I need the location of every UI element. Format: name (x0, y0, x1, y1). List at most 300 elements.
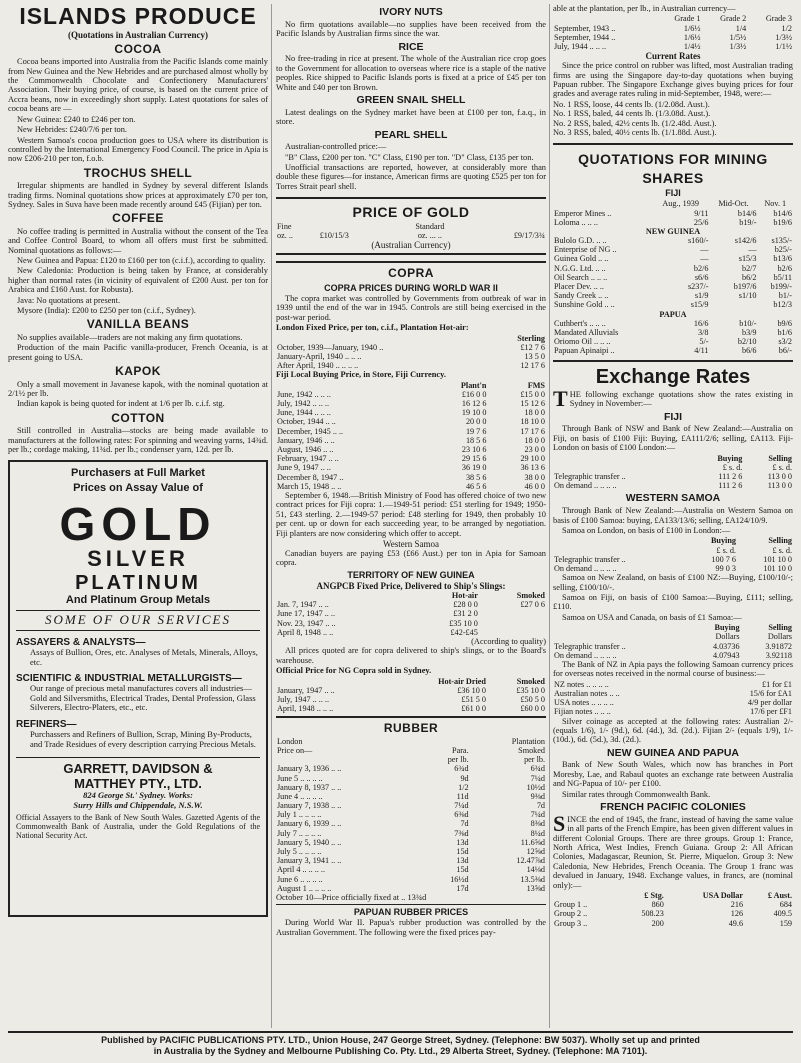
rubber-row-label: April 4 .. .. .. .. (277, 865, 325, 875)
mining-ng-row (553, 300, 793, 309)
tng-row (276, 619, 546, 628)
fiji-row-label: June, 1942 .. .. .. (277, 389, 331, 399)
rubber-row-label: June 6 .. .. .. .. (277, 874, 323, 884)
exch-notes-row-v: 4/9 per dollar (747, 698, 792, 708)
tng-row-label: Nov. 23, 1947 .. .. (277, 618, 336, 628)
exch-fiji-row (553, 472, 793, 481)
column-divider-2 (549, 4, 550, 1028)
london-row-label: October, 1939—January, 1940 .. (277, 342, 384, 352)
mining-ng-row-c: b5/11 (773, 272, 792, 282)
fiji-row-b: 36 13 6 (520, 463, 545, 473)
rubber-row-a: 7d (460, 819, 469, 829)
mining-ng-row-c: b13/6 (773, 254, 792, 264)
fiji-row-label: December, 1945 .. .. (277, 426, 344, 436)
franc-group-row-b: 216 (730, 900, 744, 910)
mining-papua-row-b: b10/- (739, 318, 757, 328)
exch-ws-row-b: 101 10 0 (763, 563, 792, 573)
fiji-row-label: February, 1947 .. .. (277, 454, 339, 464)
exch-ngp-p2: Similar rates through Commonwealth Bank. (562, 789, 711, 799)
copra-fiji-col1: Plant'n (460, 380, 487, 390)
exch-ws-row (553, 564, 793, 573)
kapok-p1: Only a small movement in Javanese kapok, with the nominal quotation at 2/1½ per lb. (8, 379, 268, 398)
ad-firm-2: MATTHEY PTY., LTD. (74, 775, 202, 791)
fiji-row-label: June, 1944 .. .. .. (277, 408, 331, 418)
exch-fiji-row-label: Telegraphic transfer .. (554, 472, 626, 482)
mining-ng-row (553, 264, 793, 273)
official-row-a: £61 0 0 (461, 704, 486, 714)
rubber-row-a: 15d (456, 847, 469, 857)
franc-group-row-b: 126 (730, 909, 744, 919)
cotton-heading: COTTON (111, 410, 165, 425)
fiji-row-a: 16 12 6 (461, 399, 487, 409)
rss-item: No. 1 RSS, loose, 44 cents lb. (1/2.08d. Aust.). (553, 99, 710, 109)
rubber-h-london: London (277, 736, 303, 746)
grade-row-c: 1/1½ (775, 41, 792, 51)
green-snail-p1: Latest dealings on the Sydney market have been at £100 per ton, f.a.q., in store. (276, 107, 546, 127)
coffee-p1: No coffee trading is permitted in Australia without the consent of the Tea and Coffee Control Board, to whom all offers must first be submitted. Nominal quotations as follows:— (8, 226, 268, 255)
mining-papua-row (553, 337, 793, 346)
london-row-v: 12 17 6 (520, 361, 545, 371)
mining-section (553, 143, 793, 355)
exch-usd-row-a: 4.03736 (712, 641, 740, 651)
exch-notes-row (553, 680, 793, 689)
copra-sm-label: Smoked (516, 591, 545, 601)
mining-heading-1: QUOTATIONS FOR MINING (578, 151, 768, 168)
fiji-row-label: January, 1946 .. .. (277, 435, 335, 445)
exchange-dropcap: T (553, 385, 568, 411)
tng-row-b (479, 619, 546, 628)
rubber-table (276, 737, 546, 893)
rubber-row-a: 9d (460, 773, 469, 783)
exch-ws-row (553, 555, 793, 564)
grade-row-c: 1/3½ (775, 32, 792, 42)
mining-papua-row-c: b6/- (778, 346, 792, 356)
mining-ng-row (553, 291, 793, 300)
copra-official-head: Official Price for NG Copra sold in Sydney. (276, 666, 432, 676)
exch-ws-row-b: 101 10 0 (763, 554, 792, 564)
official-row-b: £50 5 0 (520, 694, 545, 704)
mining-ng-row-c: b199/- (770, 282, 792, 292)
rubber-row (276, 856, 546, 865)
london-row-label: January-April, 1940 .. .. .. (277, 351, 362, 361)
exch-ws-buying: Buying (710, 536, 736, 546)
rubber-row-a: 11d (456, 791, 469, 801)
fpc-dropcap: S (553, 810, 566, 836)
fiji-row-b: 15 12 6 (520, 399, 545, 409)
rubber-row (276, 838, 546, 847)
mining-heading-2: SHARES (642, 169, 704, 186)
rubber-row-label: August 1 .. .. .. .. (277, 883, 332, 893)
rubber-row-a: 15d (456, 865, 469, 875)
mining-papua-row (553, 346, 793, 355)
mining-fiji-row-b: b19/- (739, 217, 757, 227)
tng-row-label: June 17, 1947 .. .. (277, 609, 335, 619)
franc-group-row-c: 684 (779, 900, 792, 910)
exch-ws-p2: Samoa on London, on basis of £100 in London:— (562, 526, 731, 536)
mining-papua-row-b: b2/10 (737, 337, 757, 347)
gold-advertisement (8, 460, 268, 917)
tng-row-label: Jan. 7, 1947 .. .. (277, 600, 329, 610)
cocoa-p2: New Guinea: £240 to £246 per ton. (17, 114, 136, 124)
exch-ws-table (553, 536, 793, 573)
rubber-row (276, 792, 546, 801)
mining-ng-row-a: s160/- (688, 236, 709, 246)
vanilla-heading: VANILLA BEANS (86, 317, 190, 332)
exch-franc-table (553, 891, 793, 928)
ad-silver: SILVER (87, 546, 189, 572)
column-1 (8, 4, 268, 917)
rubber-row-b: 6¾d (530, 764, 545, 774)
exch-fiji-row-label: On demand .. .. .. .. (554, 481, 617, 491)
mining-ng-row-b: b197/6 (733, 282, 757, 292)
coffee-p5: Mysore (India): £200 to £250 per ton (c.i.f., Sydney). (17, 306, 196, 316)
fiji-row-a: 36 19 0 (461, 463, 487, 473)
fiji-row (276, 417, 546, 426)
coffee-heading: COFFEE (112, 211, 164, 226)
franc-group-row-label: Group 1 .. (554, 900, 588, 910)
rubber-row (276, 847, 546, 856)
mining-papua-row (553, 319, 793, 328)
exch-ws-row-a: 100 7 6 (711, 554, 736, 564)
copra-p1: The copra market was controlled by Governments from outbreak of war in 1939 until the end of the war in 1945. Controls are still being exercised in the post-war period. (276, 293, 546, 322)
fiji-row-a: 46 5 6 (465, 481, 487, 491)
fiji-row (276, 436, 546, 445)
ad-ref-head: REFINERS— (16, 718, 77, 730)
gold-standard-value: £9/17/3¾ (513, 231, 545, 241)
page-subtitle: (Quotations in Australian Currency) (67, 29, 209, 40)
grade-row-b: 1/4 (735, 23, 747, 33)
mining-fiji-row-a: 9/11 (694, 208, 709, 218)
rss-item: No. 1 RSS, baled, 44 cents lb. (1/3.08d. Aust.). (553, 109, 711, 119)
fiji-row-b: 38 0 0 (524, 472, 545, 482)
franc-group-row-label: Group 3 .. (554, 918, 588, 928)
exch-usd-dollars-2: Dollars (767, 632, 792, 642)
mining-ng-row-a: b2/6 (693, 263, 709, 273)
copra-ws-head: Western Samoa (382, 538, 439, 549)
mining-fiji-row-label: Loloma .. .. .. (554, 217, 598, 227)
fiji-row (276, 427, 546, 436)
mining-ng-row-label: Bulolo G.D. .. .. (554, 236, 607, 246)
copra-fiji-table (276, 381, 546, 491)
official-row-a: £51 5 0 (461, 694, 486, 704)
franc-group-row (553, 919, 793, 928)
exch-notes-row-v: 17/6 per £F1 (750, 707, 792, 717)
exch-usd-dollars-1: Dollars (715, 632, 740, 642)
rubber-row-label: July 7 .. .. .. .. (277, 828, 322, 838)
exch-ws-p5: Samoa on USA and Canada, on basis of £1 Samoa:— (562, 612, 742, 622)
tng-row-a: £35 10 0 (449, 618, 478, 628)
copra-p3: Canadian buyers are paying £53 (£66 Aust.) per ton in Apia for Samoan copra. (276, 549, 546, 568)
mining-ng-row-label: Enterprise of NG .. (554, 245, 617, 255)
fiji-row-label: June 9, 1947 .. .. (277, 463, 331, 473)
exch-ws-p1: Through Bank of New Zealand:—Australia on Western Samoa on basis of £100 Samoa: buying, £A133/13/6; selling, £A124/10/9. (553, 506, 793, 525)
trochus-p1: Irregular shipments are handled in Sydney by several different Islands trading firms. Nominal quotations show prices at approximately £70 per ton, Sydney. Sales in Suva have been made recently around £45 (Fijian) per ton. (8, 181, 268, 209)
fiji-row-label: August, 1946 .. .. (277, 445, 334, 455)
mining-papua-row-c: b9/6 (777, 318, 792, 328)
copra-ha-label: Hot-air (451, 591, 478, 601)
rubber-row-b: 7¼d (530, 810, 545, 820)
mining-ng-row-label: Guinea Gold .. .. (554, 254, 609, 264)
current-rates-p1: Since the price control on rubber was lifted, most Australian trading firms are using the Singapore day-to-day quotations when buying Papuan rubber. The Singapore Exchange gives buying prices for four grades and average rates ruling in mid-September, 1948, were:— (553, 61, 793, 99)
mining-ng-row-a: s237/- (688, 282, 709, 292)
official-row-label: April, 1948 .. .. .. (277, 704, 334, 714)
exch-fiji-head: FIJI (663, 410, 683, 423)
tng-row-b: £27 0 6 (520, 600, 545, 610)
exch-fiji-row-b: 113 0 0 (767, 481, 792, 491)
ad-address-1: 824 George St.' Sydney. Works: (83, 790, 193, 801)
exch-fiji-selling: Selling (768, 453, 792, 463)
ad-fine-print: Official Assayers to the Bank of New South Wales. Gazetted Agents of the Commonwealth Bank of Australia, under the Gold Regulations of the National Security Act. (16, 813, 260, 841)
footer-line-2: in Australia by the Sydney and Melbourne Publishing Co. Pty. Ltd., 29 Alberta Street, Sydney. (Telephone: MA 7101). (153, 1046, 648, 1057)
rubber-row-a: 6¾d (454, 764, 469, 774)
exch-fpc-p1: INCE the end of 1945, the franc, instead of having the same value in all parts of the French Empire, has been given different values in different Colonial Groups. There are three groups. Group 1: France, North Africa, West Indies, French Guiana. Group 2: All African Colonies, Madagascar, Reunion, St. Pierre, Miquelon. Group 3: New Caledonia, New Hebrides, French Oceania. The Group 1 franc was devalued in January, 1948. Exchange values, in francs, are (nominal only):— (553, 814, 793, 890)
pearl-heading: PEARL SHELL (374, 128, 448, 141)
franc-group-row-c: 409.5 (773, 909, 792, 919)
fiji-row-b: 29 10 0 (520, 454, 545, 464)
rubber-row (276, 819, 546, 828)
coffee-p2: New Guinea and Papua: £120 to £160 per ton (c.i.f.), according to quality. (17, 256, 266, 266)
fiji-row-a: 20 0 0 (465, 417, 487, 427)
rubber-row (276, 810, 546, 819)
mining-ng-row-label: Sandy Creek .. .. (554, 291, 609, 301)
exch-ws-p7: Silver coinage as accepted at the following rates: Australian 2/- (equals 1/6), 1/- (9d.), 6d. (4d.), 3d. (2d.). Fijian 2/- (equals 1/9), 1/- (10d.), 6d. (5d.), 3d. (2d.). (553, 716, 793, 745)
mining-col-nov: Nov. 1 (764, 199, 787, 209)
rss-list (553, 100, 793, 138)
fiji-row (276, 463, 546, 472)
rubber-row-b: 8⅜d (530, 819, 545, 829)
cocoa-p1: Cocoa beans imported into Australia from the Pacific Islands come mainly from New Guinea and the New Hebrides and are purchased almost wholly by the Commonwealth Chocolate and Confectionery Manufacturers' Association. Their buying price, of course, is based on the current price of Accra beans, now in exceedingly short supply. Latest quotations for sales of cocoa beans are — (8, 57, 269, 114)
grade-row-label: July, 1944 .. .. .. (554, 41, 607, 51)
mining-papua-row-a: 5/- (699, 337, 709, 347)
exch-fiji-row (553, 481, 793, 490)
exch-fiji-lsd-2: £ s. d. (772, 462, 792, 472)
fiji-row-a: 18 5 6 (465, 435, 487, 445)
rice-p1: No free-trading in rice at present. The whole of the Australian rice crop goes to the Government for allocation to overseas where rice is a staple of the native peoples. Rice shipped to Pacific Islands ports is fixed at a price of £45 per ton White and £40 per ton Brown. (276, 54, 546, 92)
tng-row (276, 609, 546, 618)
copra-p2: September 6, 1948.—British Ministry of Food has offered choice of two new contract prices for Fiji copra: 1.—1949-51 period: £51 sterling for 1949; 1950-51, £43 sterling. 2.—1949-57 period: £48 sterling for 1949, then probably 10 per cent. up or down for each succeeding year, to be arranged by negotiation. Fiji planters are now considering which offer to accept. (276, 490, 546, 538)
mining-col-aug: Aug., 1939 (662, 199, 699, 209)
rubber-h-smoked: Smoked (518, 745, 545, 755)
footer-line-1: Published by PACIFIC PUBLICATIONS PTY. LTD., Union House, 247 George Street, Sydney. (Telephone: BW 5037). Wholly set up and printed (101, 1035, 700, 1045)
copra-sm2-label: Smoked (516, 676, 545, 686)
official-row-b: £35 10 0 (516, 685, 545, 695)
exch-ngp-p1: Bank of New South Wales, which now has branches in Port Moresby, Lae, and Rabaul quotes an exchange rate between Australia and NG-Papua of 10/- per £100. (553, 760, 793, 789)
rubber-h-para: Para. (452, 745, 469, 755)
pearl-p3: Unofficial transactions are reported, however, at considerably more than double these figures—for instance, American firms are quoting £525 per ton for Torres Strait pearl shell. (276, 163, 546, 191)
rubber-row (276, 829, 546, 838)
mining-ng-row-label: N.G.G. Ltd. .. .. (554, 263, 606, 273)
franc-group-row-a: 508.23 (641, 909, 664, 919)
mining-papua-row-label: Papuan Apinaipi .. (554, 346, 615, 356)
rubber-row-label: January 3, 1941 .. .. (277, 856, 342, 866)
mining-ng-row-c: b12/3 (773, 300, 792, 310)
rubber-row-label: January 7, 1938 .. .. (277, 801, 342, 811)
pearl-p2: "B" Class, £200 per ton. "C" Class, £190 per ton. "D" Class, £135 per ton. (285, 152, 534, 162)
exch-fpc-head: FRENCH PACIFIC COLONIES (600, 801, 746, 814)
rubber-row-a: 6⅜d (454, 810, 469, 820)
mining-fiji-row (553, 209, 793, 218)
london-row (276, 352, 546, 361)
fiji-row-label: July, 1942 .. .. .. (277, 399, 330, 409)
rubber-row-a: 13d (456, 856, 469, 866)
franc-col-usd: USA Dollar (702, 891, 744, 901)
rubber-continued: able at the plantation, per lb., in Australian currency— (553, 4, 736, 13)
exch-usd-buying: Buying (714, 623, 740, 633)
copra-p4: All prices quoted are for copra delivered to ship's slings, or to the Board's warehouse. (276, 646, 546, 665)
rubber-row-b: 7d (536, 801, 545, 811)
vanilla-p2: Production of the main Pacific vanilla-producer, French Oceania, is at present going to USA. (8, 343, 268, 362)
gold-currency-note: (Australian Currency) (371, 240, 451, 251)
ad-gold: GOLD (59, 498, 217, 551)
copra-angcpb-head: ANGPCB Fixed Price, Delivered to Ship's Slings: (316, 580, 506, 591)
grade-row (553, 33, 793, 42)
tng-row-b (479, 609, 546, 618)
mining-papua-row-b: b3/9 (741, 327, 757, 337)
rubber-row-label: January 3, 1936 .. .. (277, 764, 342, 774)
ad-pgm: And Platinum Group Metals (65, 594, 211, 607)
mining-ng-row-b: s142/6 (734, 236, 757, 246)
mining-fiji-row-label: Emperor Mines .. (554, 208, 612, 218)
mining-ng-row-label: Placer Dev. .. .. (554, 282, 604, 292)
exch-notes-row-label: Australian notes .. .. (554, 688, 620, 698)
copra-fiji-col2: FMS (527, 380, 545, 390)
exch-notes-row-label: Fijian notes .. .. .. (554, 707, 611, 717)
ad-address-2: Surry Hills and Chippendale, N.S.W. (73, 799, 203, 810)
grade-row-a: 1/4½ (683, 41, 701, 51)
tng-row-a: £42-£45 (450, 627, 478, 637)
copra-heading: COPRA (388, 266, 434, 281)
rubber-row-label: July 1 .. .. .. .. (277, 810, 322, 820)
exch-ws-p6: The Bank of NZ in Apia pays the following Samoan currency prices for overseas notes received in the normal course of business:— (553, 659, 793, 679)
column-3 (553, 4, 793, 928)
fiji-row-a: 19 10 0 (461, 408, 487, 418)
copra-subheading: COPRA PRICES DURING WORLD WAR II (324, 282, 498, 293)
mining-table (553, 199, 793, 355)
fiji-row-label: October, 1944 .. .. (277, 417, 336, 427)
copra-sterling-label: Sterling (517, 333, 545, 343)
rubber-row-label: June 4 .. .. .. .. (277, 791, 323, 801)
kapok-p2: Indian kapok is being quoted for indent at 1/6 per lb. c.i.f. stg. (17, 399, 225, 409)
mining-ng-row-b: b2/7 (741, 263, 757, 273)
exch-usd-selling: Selling (768, 623, 792, 633)
mining-ng-row-b: b6/2 (741, 272, 757, 282)
exch-notes-row-label: NZ notes .. .. .. .. (554, 679, 609, 689)
fiji-row-b: 18 0 0 (524, 435, 545, 445)
fiji-row (276, 473, 546, 482)
london-row-v: 13 5 0 (524, 351, 545, 361)
fiji-row-a: 29 15 6 (461, 454, 487, 464)
franc-col-aust: £ Aust. (767, 891, 792, 901)
mining-papua-row-label: Cuthbert's .. .. .. (554, 318, 606, 328)
ad-sci-head: SCIENTIFIC & INDUSTRIAL METALLURGISTS— (16, 673, 242, 685)
rubber-row-b: 12.47⅞d (516, 856, 545, 866)
rubber-row-b: 8¼d (530, 828, 545, 838)
rubber-row (276, 783, 546, 792)
rubber-h-perlb1: per lb. (447, 755, 469, 765)
fiji-row-a: 38 5 6 (465, 472, 487, 482)
coffee-p4: Java: No quotations at present. (17, 295, 121, 305)
grade-row-c: 1/2 (781, 23, 792, 33)
exch-ws-p4: Samoa on Fiji, on basis of £100 Samoa:—Buying, £111; selling, £110. (553, 592, 793, 612)
exch-notes-row-label: USA notes .. .. .. .. (554, 698, 614, 708)
exch-ws-head: WESTERN SAMOA (625, 492, 721, 505)
mining-fiji-row-a: 25/6 (693, 217, 709, 227)
ad-sci-desc: Our range of precious metal manufactures covers all industries—Gold and Silversmiths, Electrical Trades, Dental Profession, Glass Silverers, Electro-Platers, etc., etc. (30, 683, 256, 713)
green-snail-heading: GREEN SNAIL SHELL (356, 93, 466, 106)
ivory-p1: No firm quotations available—no supplies have been received from the Pacific Islands by Australian firms since the war. (276, 19, 546, 39)
mining-ng-row-label: Sunshine Gold .. .. (554, 300, 615, 310)
gold-oz-2: oz. ... .. (417, 231, 442, 241)
copra-tng-table (276, 591, 546, 637)
rubber-row (276, 875, 546, 884)
exch-fiji-table (553, 454, 793, 491)
grade-2-label: Grade 2 (720, 14, 747, 24)
exch-notes-row (553, 698, 793, 707)
official-row (276, 704, 546, 713)
exch-usd-row-b: 3.92118 (765, 650, 792, 660)
franc-group-row-b: 49.6 (728, 918, 744, 928)
cocoa-heading: COCOA (114, 41, 162, 56)
copra-tng-head: TERRITORY OF NEW GUINEA (347, 569, 475, 580)
papuan-rubber-head: PAPUAN RUBBER PRICES (276, 904, 546, 917)
rubber-row (276, 774, 546, 783)
copra-fiji-head: Fiji Local Buying Price, in Store, Fiji Currency. (276, 370, 446, 380)
rubber-row-b: 12⅝d (526, 847, 545, 857)
mining-papua-row-label: Mandated Alluvials (554, 327, 619, 337)
mining-papua-head: PAPUA (659, 309, 687, 319)
fiji-row-a: £16 0 0 (461, 389, 487, 399)
official-row-label: January, 1947 .. .. (277, 685, 335, 695)
cotton-p1: Still controlled in Australia—stocks are being made available to manufacturers at the following rates: For spinning and weaving yarns, 14¾d. per lb.; cordage making, 11¾d. per lb.; condenser yarn, 12d. per lb. (8, 426, 268, 455)
fiji-row-b: 23 0 0 (524, 445, 545, 455)
official-row-a: £36 10 0 (457, 685, 486, 695)
exch-ngp-head: NEW GUINEA AND PAPUA (606, 746, 740, 759)
exch-notes-row (553, 707, 793, 716)
current-rates-head: Current Rates (645, 51, 701, 62)
exchange-intro: HE following exchange quotations show the rates existing in Sydney in November:— (569, 389, 793, 409)
exch-notes-row (553, 689, 793, 698)
rubber-row-label: January 8, 1937 .. .. (277, 782, 342, 792)
ad-ref-desc: Purchassers and Refiners of Bullion, Scrap, Mining By-Products, and Trade Residues of every description carrying Precious Metals. (30, 729, 256, 749)
fiji-row (276, 390, 546, 399)
column-divider-1 (271, 4, 272, 1028)
rss-item: No. 2 RSS, baled, 42½ cents lb. (1/2.48d. Aust.). (553, 118, 717, 128)
fiji-row-b: £15 0 0 (520, 389, 545, 399)
gold-fine-value: £10/15/3 (319, 231, 349, 241)
copra-quality-note: (According to quality) (471, 636, 546, 646)
mining-papua-row-a: 16/6 (693, 318, 709, 328)
official-row-label: July, 1947 .. .. .. (277, 694, 330, 704)
mining-ng-row (553, 282, 793, 291)
fiji-row-b: 18 10 0 (520, 417, 545, 427)
mining-ng-row-a: — (700, 254, 709, 264)
ad-services: SOME OF OUR SERVICES (16, 610, 260, 631)
exch-usd-row-b: 3.91872 (765, 641, 792, 651)
exch-usd-table (553, 623, 793, 660)
franc-group-row-c: 159 (779, 918, 792, 928)
fiji-row (276, 399, 546, 408)
rubber-row (276, 801, 546, 810)
price-of-gold-box (276, 197, 546, 255)
mining-papua-row (553, 328, 793, 337)
tng-row-label: April 8, 1948 .. .. (277, 627, 334, 637)
grade-3-label: Grade 3 (765, 14, 792, 24)
mining-ng-row-a: — (700, 245, 709, 255)
mining-ng-row (553, 236, 793, 245)
mining-ng-row (553, 273, 793, 282)
coffee-p3: New Caledonia: Production is being taken by France, at considerably higher than normal rates (in vicinity of equivalent of £200 Aust. per ton for Arabica and £160 Aust. for Robusta). (8, 266, 268, 295)
fiji-row-label: December 8, 1947 .. (277, 472, 344, 482)
